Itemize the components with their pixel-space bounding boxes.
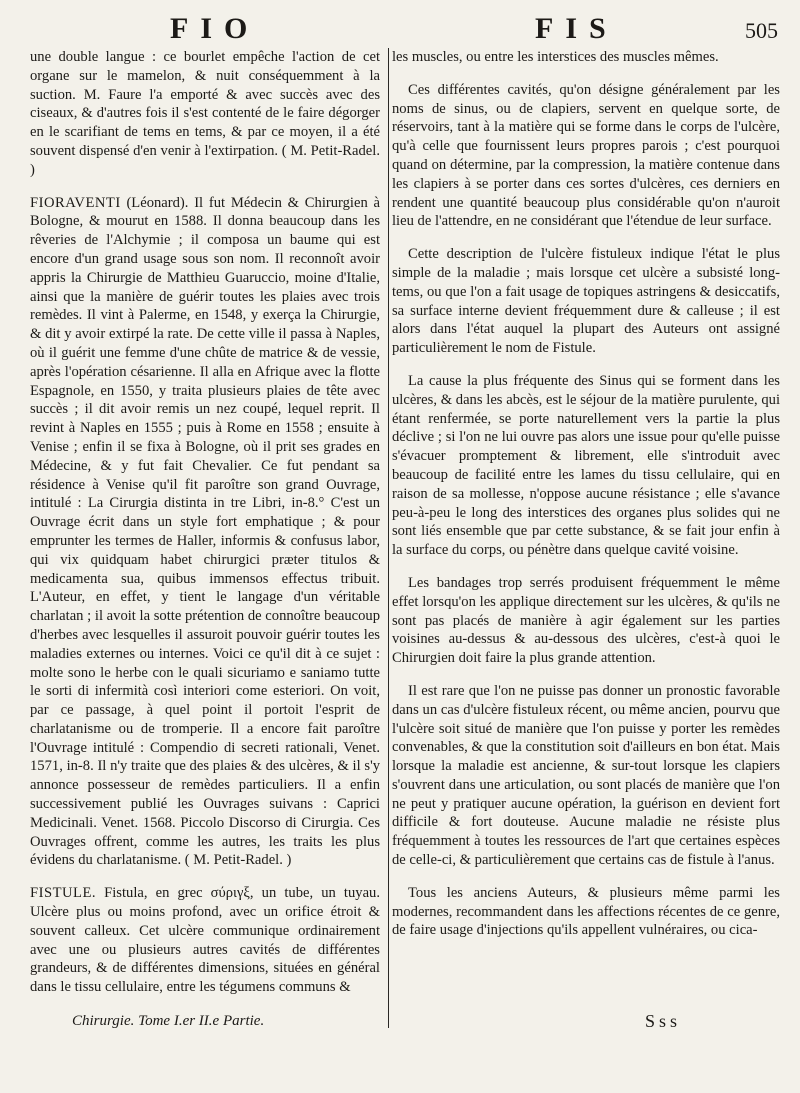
paragraph-2: Ces différentes cavités, qu'on désigne généralement par les noms de sinus, ou de clapiers, servent en quelque sorte, de réservoirs, tant à la matière qui se forme dans le corps de l'ulcère, qu'à celle que fournissent leurs propres parois ; c'est pourquoi quand on détermine, par la compression, la matière contenue dans les clapiers à se porter dans ces sortes d'ulcères, ces derniers en rendent une quantité beaucoup plus considérable qu'on n'auroit lieu de l'attendre, en ne considérant que l'étendue de leur surface. — [392, 81, 780, 230]
header-left-word: FIO — [170, 12, 260, 45]
left-column — [30, 48, 380, 1011]
entry-fistule — [30, 884, 380, 997]
header-right-word: FIS — [535, 12, 618, 45]
paragraph-continued: une double langue : ce bourlet empêche l'action de cet organe sur le mamelon, & nuit conséquemment à la suction. M. Faure l'a emporté & avec succès avec des ciseaux, & d'autres fois il s'est contenté de le faire dégorger en le scarifiant de tems en tems, & par ce moyen, il a été souvent dispensé d'en venir à l'extirpation. ( M. Petit-Radel. ) — [30, 49, 380, 178]
paragraph-5: Les bandages trop serrés produisent fréquemment le même effet lorsqu'on les applique directement sur les ulcères, & qu'ils ne sont pas placés de manière à agir également sur les parties voisines au-dessus & au-dessous des ulcères, c'est-à quoi le Chirurgien doit faire la plus grande attention. — [392, 574, 780, 667]
volume-line: Chirurgie. Tome I.er II.e Partie. — [72, 1013, 265, 1029]
paragraph-6: Il est rare que l'on ne puisse pas donner un pronostic favorable dans un cas d'ulcère fistuleux récent, ou même ancien, pourvu que l'ulcère soit situé de manière que l'on puisse y porter les remèdes convenables, & que la constitution soit d'ailleurs en bon état. Mais lorsque la maladie est ancienne, & sur-tout lorsque les clapiers s'ouvrent dans une articulation, ou sont placés de manière que l'on ne peut y pratiquer aucune opération, la guérison en devient fort difficile & fort douteuse. Aucune maladie ne résiste plus fréquemment à toutes les ressources de l'art que certaines espèces de celle-ci, & particulièrement que certains cas de fistule à l'anus. — [392, 682, 780, 869]
entry-fioraventi — [30, 194, 380, 871]
headword-fistule: FISTULE. — [30, 885, 97, 902]
entry-fioraventi-body: (Léonard). Il fut Médecin & Chirurgien à Bologne, & mourut en 1588. Il donna beaucoup dans les rêveries de l'Alchymie ; il composa un baume qui est encore d'un grand usage sous son nom. Il reconnoît avoir appris la Chirurgie de Matthieu Guaruccio, moine d'Italie, ainsi que la manière de guérir toutes les plaies avec trois remèdes. Il vint à Palerme, en 1548, y exerça la Chirurgie, & dit y avoir extirpé la rate. De cette ville il passa à Naples, où il guérit une femme d'une chûte de matrice & de vessie, après l'opération césarienne. Il alla en Afrique avec la flotte Espagnole, en 1550, y traita plusieurs plaies de tête avec succès ; il dit avoir remis un nez coupé, lequel reprit. Il revint à Naples en 1555 ; puis à Rome en 1558 ; ensuite à Venise ; enfin il se fixa à Bologne, où il prit ses grades en Médecine, & y fut fait Chevalier. Ce fut pendant sa résidence à Venise qu'il fit paroître son grand Ouvrage, intitulé : La Cirurgia distinta in tre Libri, in-8.° C'est un Ouvrage écrit dans un style fort emphatique ; & pour emprunter les termes de Haller, informis & confusus labor, qui vix quidquam habet chirurgici præter titulos & medicamenta sua, quibus immensos effectus tribuit. L'Auteur, en effet, y tient le langage d'un véritable charlatan ; il avoit la sotte prétention de connoître beaucoup d'herbes avec lesquelles il assuroit pouvoir guérir toutes les maladies externes ou internes. Voici ce qu'il dit à ce sujet : molte sono le herbe con le quali sicuriamo e saniamo tutte le sorti di infermità così interiori come esteriori. On voit, par ce passage, à quel point il portoit l'esprit de charlatanisme ou de tromperie. Il a encore fait paroître l'Ouvrage intitulé : Compendio di secreti rationali, Venet. 1571, in-8. Il n'y traite que des plaies & des ulcères, & il s'y annonce possesseur de remèdes particuliers. Il a enfin successivement publié les Ouvrages suivans : Caprici Medicinali. Venet. 1568. Piccolo Discorso di Cirurgia. Ces Ouvrages offrent, comme les autres, les traits les plus évidens du charlatanisme. ( M. Petit-Radel. ) — [30, 194, 380, 869]
paragraph-7: Tous les anciens Auteurs, & plusieurs même parmi les modernes, recommandent dans les affections récentes de ce genre, de faire usage d'injections qu'ils appellent vulnéraires, ou cica- — [392, 884, 780, 939]
paragraph-3: Cette description de l'ulcère fistuleux indique l'état le plus simple de la maladie ; mais lorsque cet ulcère a subsisté long-tems, ou que l'on a fait usage de topiques astringens & desiccatifs, sa surface interne devient fréquemment dure & calleuse ; il est alors dans l'état auquel la plupart des Auteurs ont assigné particulièrement le nom de Fistule. — [392, 246, 780, 357]
printer-signature: Sss — [645, 1011, 682, 1031]
headword-fioraventi: FIORAVENTI — [30, 194, 121, 211]
entry-fistule-body: Fistula, en grec σύριγξ, un tube, un tuyau. Ulcère plus ou moins profond, avec un orifice étroit & souvent calleux. Cet ulcère communique ordinairement avec une ou plusieurs autres cavités de différentes grandeurs, & de différentes dimensions, situées en général dans le tissu cellulaire, entre les tégumens communs & — [30, 885, 380, 996]
column-rule — [388, 48, 389, 1028]
paragraph-1: les muscles, ou entre les interstices des muscles mêmes. — [392, 49, 719, 65]
page-number: 505 — [745, 18, 778, 43]
paragraph-4: La cause la plus fréquente des Sinus qui se forment dans les ulcères, & dans les abcès, est le séjour de la matière purulente, qui étant renfermée, se porte naturellement vers la partie la plus déclive ; si l'on ne lui ouvre pas alors une issue pour qu'elle puisse s'évacuer promptement & librement, elle s'introduit avec beaucoup de facilité entre les lames du tissu cellulaire, qui en raison de sa mollesse, n'oppose aucune résistance ; elle s'avance peu-à-peu le long des interstices des organes plus solides qui ne sont liés ensemble que par cette substance, & se fait jour enfin à la surface du corps, ou pénètre dans quelque cavité voisine. — [392, 372, 780, 559]
right-column — [392, 48, 780, 954]
running-header — [0, 12, 800, 52]
